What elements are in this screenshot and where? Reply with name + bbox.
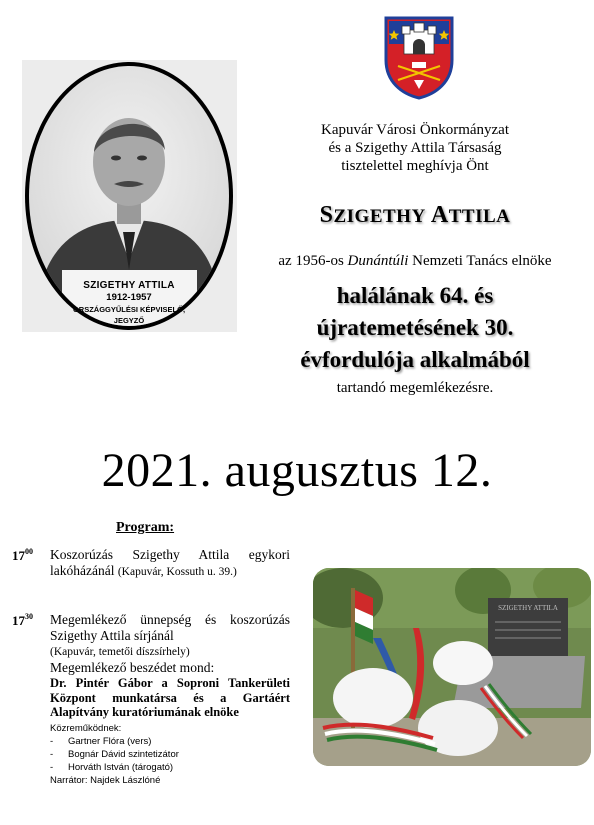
program-item-2 <box>50 612 290 676</box>
time-2-minute: 30 <box>25 612 33 621</box>
program-item-1 <box>50 547 290 580</box>
program-item-1-detail: (Kapuvár, Kossuth u. 39.) <box>117 566 237 578</box>
performers-heading: Közreműködnek: <box>50 723 122 734</box>
program-time-1 <box>12 547 33 564</box>
performer-name: Bognár Dávid szintetizátor <box>68 749 179 760</box>
role-prefix: az 1956-os <box>278 253 348 269</box>
honoree-last-rest: TTILA <box>448 206 511 227</box>
portrait-years: 1912-1957 <box>106 292 152 303</box>
portrait-caption <box>40 280 218 325</box>
speaker: Dr. Pintér Gábor a Soproni Tankerületi Központ munkatársa és a Gartáért Alapítvány kuratóriumának elnöke <box>50 676 290 719</box>
performer-name: Horváth István (tárogató) <box>68 762 174 773</box>
occasion-line-2: újratemetésének 30. <box>316 315 514 340</box>
occasion <box>265 280 565 376</box>
program-item-1-text: Koszorúzás Szigethy Attila egykori lakóházánál <box>50 547 290 578</box>
program-item-2-text: Megemlékező ünnepség és koszorúzás Szigethy Attila sírjánál <box>50 612 290 643</box>
performers-list <box>50 735 179 774</box>
time-2-hour: 17 <box>12 613 25 628</box>
performer-item: - Bognár Dávid szintetizátor <box>50 749 179 760</box>
coat-of-arms-icon <box>382 14 456 100</box>
performer-item: - Gartner Flóra (vers) <box>50 736 152 747</box>
portrait-role: ORSZÁGGYŰLÉSI KÉPVISELŐ, <box>72 305 186 314</box>
invitation-line-1: Kapuvár Városi Önkormányzat <box>321 122 509 138</box>
invitation-intro <box>250 121 580 175</box>
occasion-line-1: halálának 64. és <box>336 283 494 308</box>
gravestone-text: SZIGETHY ATTILA <box>498 604 558 612</box>
grave-photo <box>313 568 591 766</box>
honoree-name <box>250 202 580 229</box>
invitation-line-2: és a Szigethy Attila Társaság <box>328 140 502 156</box>
program-time-2 <box>12 612 33 629</box>
event-date: 2021. augusztus 12. <box>101 444 493 497</box>
portrait-role-2: JEGYZŐ <box>113 316 145 325</box>
program-item-2-detail: (Kapuvár, temetői díszsírhely) <box>50 646 190 658</box>
narrator: Narrátor: Najdek Lászlóné <box>50 775 161 786</box>
honoree-first-initial: S <box>319 202 334 228</box>
role-suffix: Nemzeti Tanács elnöke <box>408 253 552 269</box>
time-1-minute: 00 <box>25 547 33 556</box>
speech-intro: Megemlékező beszédet mond: <box>50 660 215 675</box>
portrait-name: SZIGETHY ATTILA <box>83 280 175 291</box>
honoree-role <box>250 253 580 270</box>
honoree-last-initial: A <box>430 202 449 228</box>
invitation-line-3: tisztelettel meghívja Önt <box>341 158 489 174</box>
occasion-line-3: évfordulója alkalmából <box>300 347 530 372</box>
program-heading: Program: <box>116 520 175 535</box>
performer-item: - Horváth István (tárogató) <box>50 762 174 773</box>
role-italic: Dunántúli <box>347 253 409 269</box>
time-1-hour: 17 <box>12 548 25 563</box>
honoree-first-rest: ZIGETHY <box>333 206 426 227</box>
performer-name: Gartner Flóra (vers) <box>68 736 152 747</box>
occasion-tail: tartandó megemlékezésre. <box>336 380 494 396</box>
